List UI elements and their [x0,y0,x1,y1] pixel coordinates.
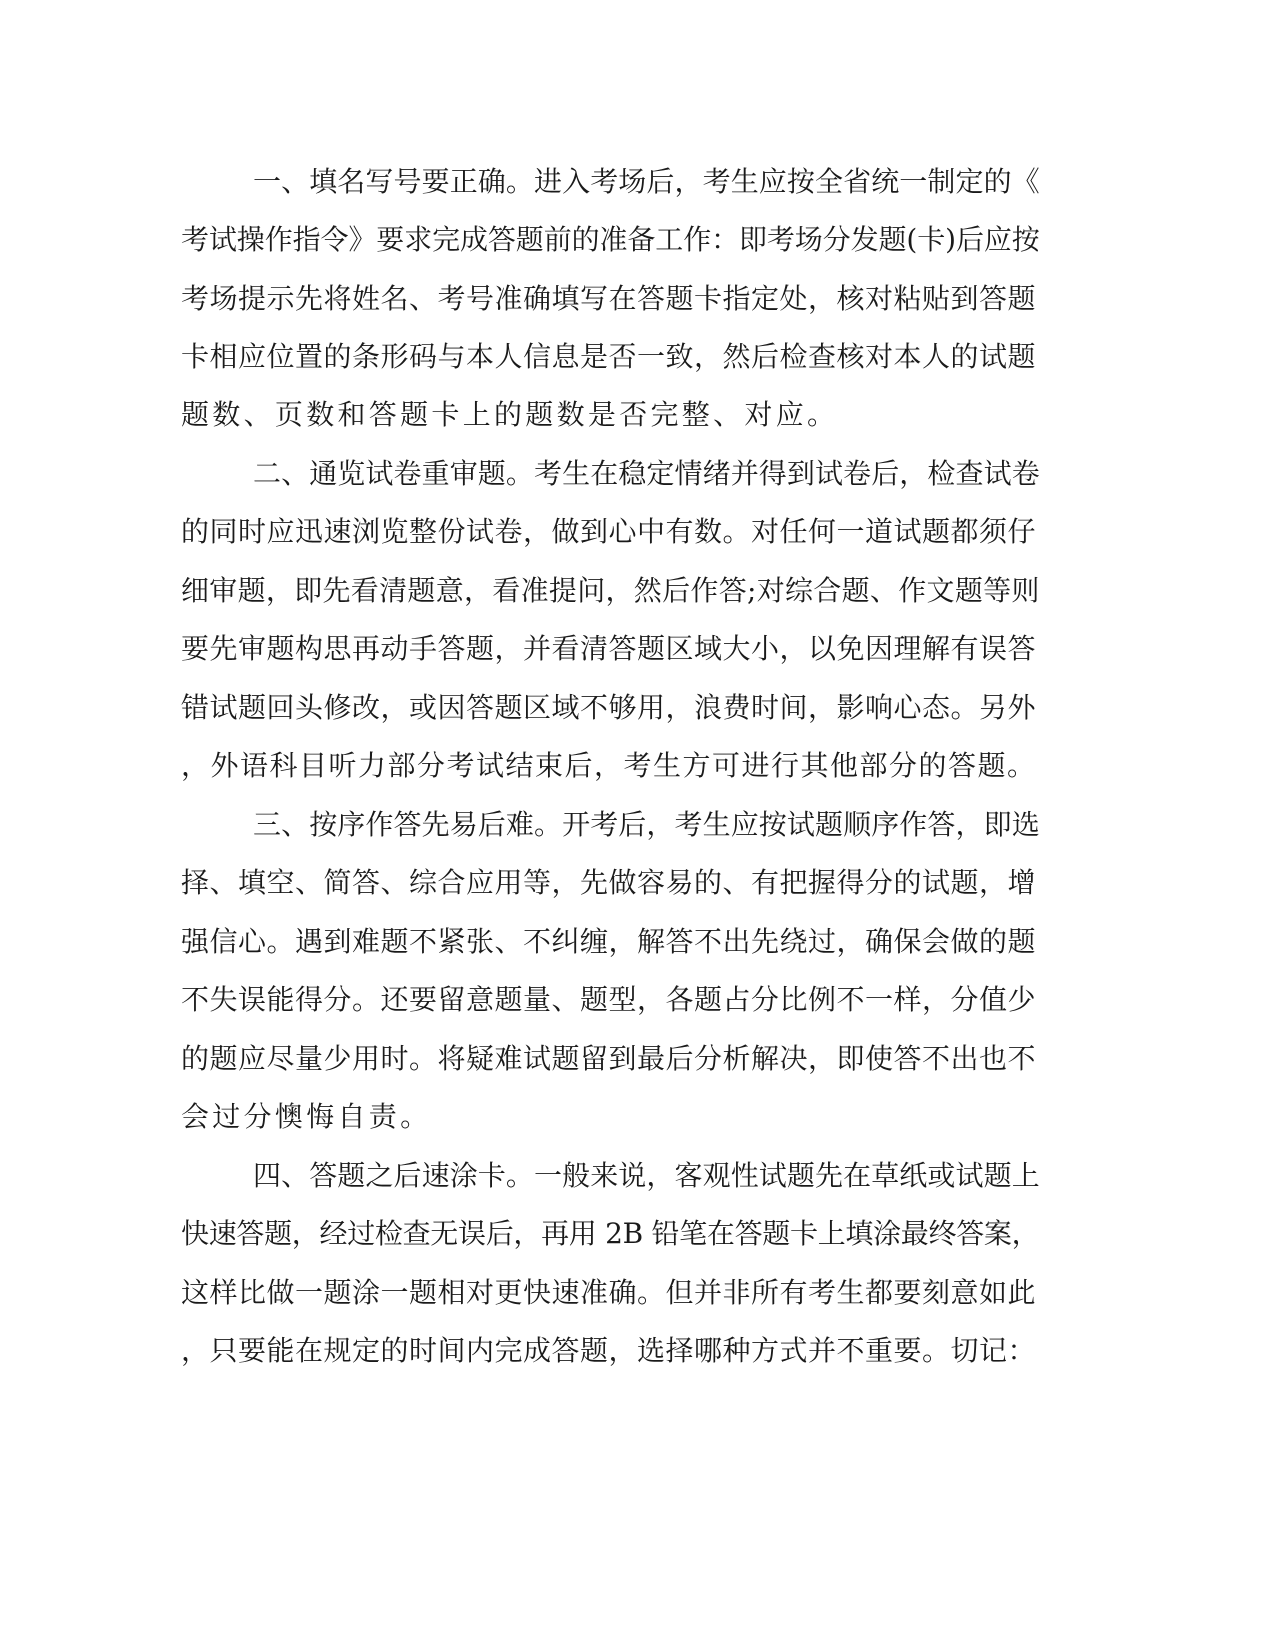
paragraph-4-line-2: 快速答题，经过检查无误后，再用 2B 铅笔在答题卡上填涂最终答案， [181,1217,1040,1250]
paragraph-1-line-1: 一、填名写号要正确。进入考场后，考生应按全省统一制定的《 [253,165,1040,198]
paragraph-4-line-4: ，只要能在规定的时间内完成答题，选择哪种方式并不重要。切记： [181,1334,1037,1367]
paragraph-2-line-2: 的同时应迅速浏览整份试卷，做到心中有数。对任何一道试题都须仔 [181,515,1037,548]
paragraph-3-line-1: 三、按序作答先易后难。开考后，考生应按试题顺序作答，即选 [253,808,1040,841]
paragraph-4-line-3: 这样比做一题涂一题相对更快速准确。但并非所有考生都要刻意如此 [181,1276,1037,1309]
paragraph-2-line-3: 细审题，即先看清题意，看准提问，然后作答;对综合题、作文题等则 [181,574,1040,607]
paragraph-4-line-1: 四、答题之后速涂卡。一般来说，客观性试题先在草纸或试题上 [253,1159,1040,1192]
paragraph-2-line-4: 要先审题构思再动手答题，并看清答题区域大小，以免因理解有误答 [181,632,1037,665]
paragraph-1-line-2: 考试操作指令》要求完成答题前的准备工作：即考场分发题(卡)后应按 [181,223,1040,256]
paragraph-3-line-5: 的题应尽量少用时。将疑难试题留到最后分析解决，即使答不出也不 [181,1042,1037,1075]
paragraph-2-line-5: 错试题回头修改，或因答题区域不够用，浪费时间，影响心态。另外 [181,691,1037,724]
paragraph-1-line-5: 题数、页数和答题卡上的题数是否完整、对应。 [181,398,839,431]
paragraph-3-line-4: 不失误能得分。还要留意题量、题型，各题占分比例不一样，分值少 [181,983,1037,1016]
paragraph-1-line-3: 考场提示先将姓名、考号准确填写在答题卡指定处，核对粘贴到答题 [181,282,1037,315]
paragraph-2-line-1: 二、通览试卷重审题。考生在稳定情绪并得到试卷后，检查试卷 [253,457,1040,490]
paragraph-3-line-2: 择、填空、简答、综合应用等，先做容易的、有把握得分的试题，增 [181,866,1037,899]
paragraph-3-line-6: 会过分懊悔自责。 [181,1100,432,1133]
paragraph-1-line-4: 卡相应位置的条形码与本人信息是否一致，然后检查核对本人的试题 [181,340,1037,373]
paragraph-2-line-6: ，外语科目听力部分考试结束后，考生方可进行其他部分的答题。 [181,749,1037,782]
paragraph-3-line-3: 强信心。遇到难题不紧张、不纠缠，解答不出先绕过，确保会做的题 [181,925,1037,958]
